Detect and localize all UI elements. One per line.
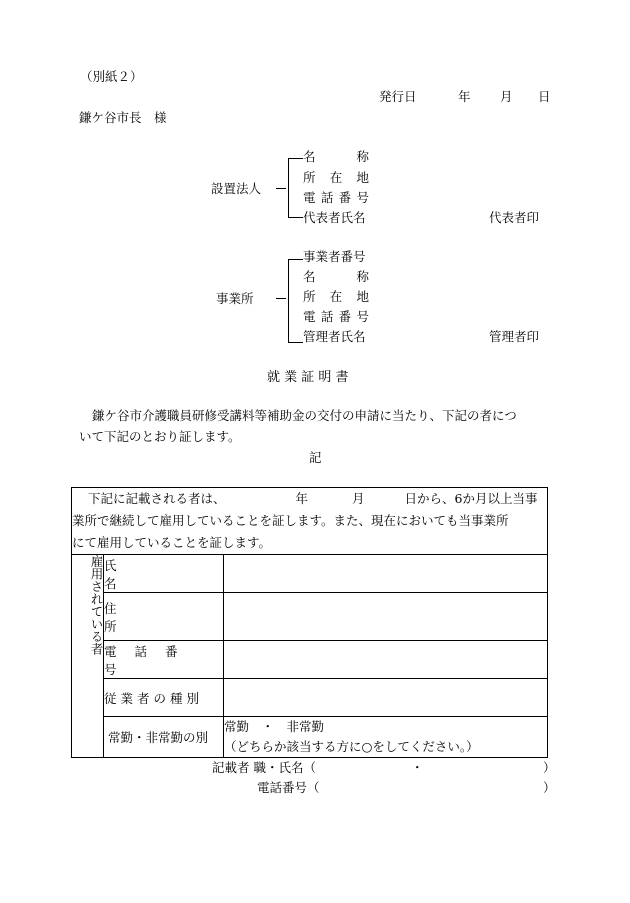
intro-text-b: 日から、6か月以上当事 [404,491,538,506]
intro-year: 年 [295,491,309,506]
row-label-phone [104,641,224,679]
footer-phone-label: 電話番号（ [257,780,320,795]
corporation-field-name-text: 名 称 [303,149,369,164]
body-line-1: 鎌ケ谷市介護職員研修受講料等補助金の交付の申請に当たり、下記の者につ [92,408,517,423]
intro-line-2: 業所で継続して雇用していることを証します。また、現在においても当事業所 [72,513,509,528]
body-line-2: いて下記のとおり証します。 [79,429,241,444]
corporation-seal: 代表者印 [489,210,540,225]
intro-month: 月 [352,491,365,506]
office-field-address: 所 在 地 [303,289,369,304]
attachment-label: （別紙２） [80,69,143,84]
document-title: 就 業 証 明 書 [267,370,349,385]
writer-close: ） [543,760,556,775]
phone-value-cell[interactable] [224,641,548,679]
office-bracket [288,259,303,343]
intro-text-a: 下記に記載される者は、 [88,491,226,506]
corporation-bracket-tick [276,188,286,189]
corporation-field-phone: 電 話 番 号 [303,190,369,205]
corporation-bracket [288,158,303,218]
employment-note: （どちらか該当する方に○をしてください。） [224,739,479,754]
office-field-name: 名 称 [303,269,369,284]
office-bracket-tick [276,298,286,299]
footer-phone-close: ） [543,780,556,795]
ki-label: 記 [309,450,322,465]
corporation-title: 設置法人 [211,181,262,196]
writer-label: 記載者 職・氏名（ [212,760,316,775]
row-label-employment-text: 常勤・非常勤の別 [108,730,209,745]
office-field-number: 事業者番号 [303,249,366,264]
office-field-phone: 電 話 番 号 [303,309,369,324]
row-label-name-text: 氏名 [104,557,187,591]
issue-date-label: 発行日 [379,89,417,104]
issue-date-day: 日 [538,89,551,104]
type-value-cell[interactable] [224,679,548,717]
certificate-intro [72,488,548,555]
intro-line-3: にて雇用していることを証します。 [72,535,272,550]
employment-options[interactable]: 常勤 ・ 非常勤 [224,719,325,734]
corporation-field-representative: 代表者氏名 [303,210,366,225]
name-value-cell[interactable] [224,555,548,593]
issue-date-month: 月 [500,89,513,104]
office-field-manager: 管理者氏名 [303,329,366,344]
employee-label: 雇用されている者 [72,555,104,758]
row-label-type-text: 従業者の種別 [104,690,204,706]
corporation-field-address: 所 在 地 [303,170,369,185]
row-label-phone-text: 電話番号 [104,643,196,677]
office-title: 事業所 [216,291,254,306]
row-label-name [104,555,224,593]
certificate-table [71,487,548,758]
row-label-address [104,593,224,641]
row-label-employment [104,717,224,758]
intro-line-1 [72,488,547,510]
office-seal: 管理者印 [489,329,540,344]
issue-date-year: 年 [458,89,471,104]
addressee: 鎌ケ谷市長 様 [79,110,167,125]
row-label-address-text: 住所 [104,600,187,634]
row-label-type [104,679,224,717]
address-value-cell[interactable] [224,593,548,641]
writer-dot: ・ [411,760,424,775]
employment-value-cell[interactable] [224,717,548,758]
corporation-field-name [303,151,369,164]
